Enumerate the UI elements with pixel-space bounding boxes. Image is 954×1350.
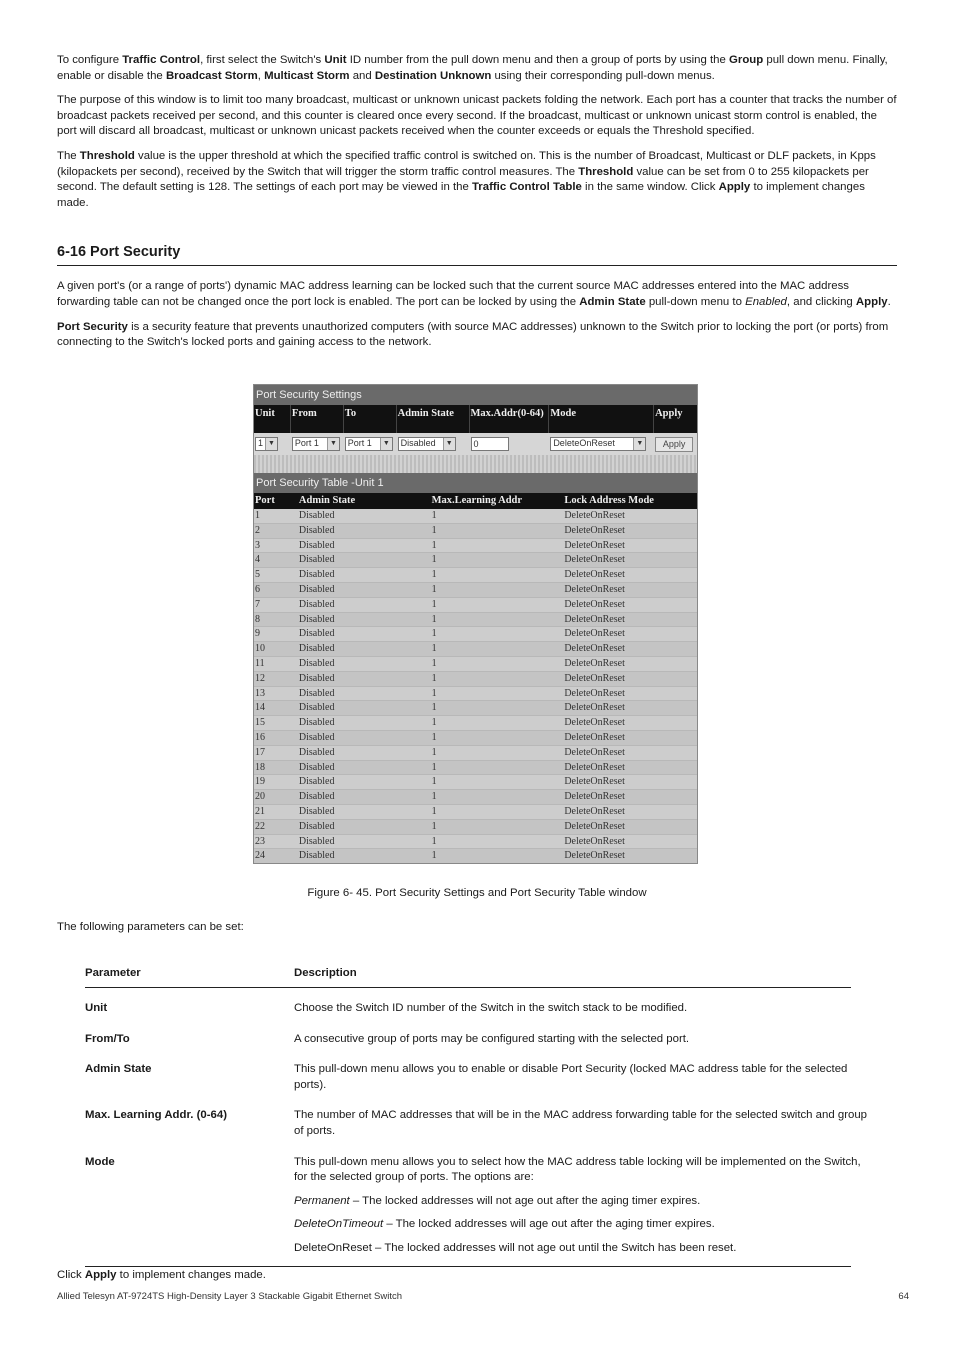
port-cell: 10 — [255, 643, 265, 655]
port-cell: 4 — [255, 554, 260, 566]
max-learning-cell: 1 — [431, 539, 437, 551]
admin-state-select-value: Disabled — [400, 438, 436, 449]
parameter-name: From/To — [85, 1032, 130, 1045]
header-from: From — [291, 405, 344, 433]
lock-mode-cell: DeleteOnReset — [564, 539, 625, 551]
text-run: is a security feature that prevents unauthorized computers (with source MAC addresses) unknown to the Switch prior to locking the port (or ports) from connecting to the Switch's locked ports and gaining access to the network. — [57, 320, 889, 349]
admin-state-cell: Disabled — [298, 805, 335, 817]
text-run: to implement changes made. — [57, 181, 865, 209]
max-learning-cell: 1 — [431, 554, 437, 566]
lock-mode-cell: DeleteOnReset — [564, 791, 625, 803]
admin-state-cell: Disabled — [298, 746, 335, 758]
text-run: pull down menu. Finally, enable or disable the — [57, 54, 888, 82]
lock-mode-cell: DeleteOnReset — [564, 820, 625, 832]
text-run: , and clicking — [786, 295, 856, 308]
port-cell: 2 — [255, 524, 260, 536]
table-bottom-rule — [85, 1266, 851, 1267]
text-run: using their corresponding pull-down menus. — [491, 69, 715, 82]
max-learning-cell: 1 — [431, 702, 437, 714]
admin-state-cell: Disabled — [298, 569, 335, 581]
admin-state-cell: Disabled — [298, 761, 335, 773]
table-row — [254, 775, 697, 790]
parameter-row — [85, 1032, 872, 1056]
text-run: Destination Unknown — [374, 69, 492, 82]
lock-mode-cell: DeleteOnReset — [564, 510, 625, 521]
text-run: A given port's (or a range of ports') dynamic MAC address learning can be locked such that the current source MAC addresses entered into the MAC address forwarding table can not be changed once the port lock is enabled. The port can be locked by using the — [57, 280, 849, 308]
text-run: To configure — [57, 54, 123, 66]
max-addr-input[interactable]: 0 — [471, 437, 509, 451]
col-port: Port — [255, 495, 275, 506]
max-learning-cell: 1 — [431, 613, 437, 625]
header-to: To — [344, 405, 397, 433]
unit-select-value: 1 — [258, 438, 264, 449]
lock-mode-cell: DeleteOnReset — [564, 672, 625, 684]
lock-mode-cell: DeleteOnReset — [564, 761, 625, 773]
max-learning-cell: 1 — [431, 776, 437, 788]
admin-state-cell: Disabled — [298, 820, 335, 832]
chevron-down-icon: ▼ — [633, 438, 645, 450]
port-cell: 18 — [255, 761, 265, 773]
text-run: Click — [57, 1269, 85, 1281]
admin-state-cell: Disabled — [298, 731, 335, 743]
table-row — [254, 672, 697, 687]
port-cell: 16 — [255, 731, 265, 743]
text-run: in the same window. Click — [581, 181, 719, 194]
admin-state-cell: Disabled — [298, 598, 335, 610]
description-paragraph: The number of MAC addresses that will be in the MAC address forwarding table for the selected switch and group of ports. — [294, 1109, 867, 1137]
page-footer — [57, 1289, 909, 1305]
parameter-row — [85, 1108, 872, 1147]
max-learning-cell: 1 — [431, 583, 437, 595]
text-run: ID number from the pull down menu and then a group of ports by using the — [346, 54, 730, 66]
max-learning-cell: 1 — [431, 598, 437, 610]
table-row — [254, 568, 697, 583]
lock-mode-cell: DeleteOnReset — [564, 776, 625, 788]
admin-state-cell: Disabled — [298, 672, 335, 684]
table-row — [254, 539, 697, 554]
admin-state-cell: Disabled — [298, 613, 335, 625]
lock-mode-cell: DeleteOnReset — [564, 643, 625, 655]
port-cell: 22 — [255, 820, 265, 832]
max-learning-cell: 1 — [431, 791, 437, 803]
parameter-table — [85, 966, 872, 1267]
lock-mode-cell: DeleteOnReset — [564, 805, 625, 817]
port-cell: 6 — [255, 583, 260, 595]
text-run: . — [887, 295, 891, 308]
text-run: Enabled — [745, 295, 787, 308]
description-paragraph — [294, 1194, 872, 1210]
to-select-value: Port 1 — [347, 438, 372, 449]
description-paragraph: This pull-down menu allows you to select how the MAC address table locking will be implemented on the Switch, for the selected group of ports. The options are: — [294, 1155, 861, 1184]
table-row — [254, 731, 697, 746]
max-learning-cell: 1 — [431, 672, 437, 684]
description-paragraph: This pull-down menu allows you to enable or disable Port Security (locked MAC address table for the selected ports). — [294, 1063, 848, 1091]
admin-state-cell: Disabled — [298, 850, 335, 862]
parameter-description — [294, 1032, 872, 1056]
parameter-name: Mode — [85, 1155, 115, 1168]
admin-state-cell: Disabled — [298, 643, 335, 655]
mode-select-value: DeleteOnReset — [553, 438, 615, 449]
params-intro: The following parameters can be set: — [57, 921, 244, 933]
table-row — [254, 642, 697, 657]
lock-mode-cell: DeleteOnReset — [564, 746, 625, 758]
parameter-row — [85, 1001, 872, 1025]
max-learning-cell: 1 — [431, 569, 437, 581]
port-cell: 20 — [255, 791, 265, 803]
col-admin-state: Admin State — [298, 495, 356, 506]
max-learning-cell: 1 — [431, 717, 437, 729]
port-cell: 7 — [255, 598, 260, 610]
max-learning-cell: 1 — [431, 687, 437, 699]
header-parameter: Parameter — [85, 967, 141, 979]
chevron-down-icon: ▼ — [380, 438, 392, 450]
table-row — [254, 524, 697, 539]
parameter-description — [294, 1155, 872, 1265]
chevron-down-icon: ▼ — [443, 438, 455, 450]
header-admin-state: Admin State — [397, 405, 470, 433]
max-learning-cell: 1 — [431, 746, 437, 758]
table-row — [254, 820, 697, 835]
header-apply: Apply — [655, 408, 683, 419]
port-cell: 1 — [255, 510, 260, 521]
lock-mode-cell: DeleteOnReset — [564, 554, 625, 566]
admin-state-cell: Disabled — [298, 554, 335, 566]
lock-mode-cell: DeleteOnReset — [564, 717, 625, 729]
admin-state-select[interactable] — [398, 437, 456, 451]
text-run: Apply — [84, 1269, 117, 1281]
table-row — [254, 613, 697, 628]
table-row — [254, 687, 697, 702]
table-header-row — [254, 493, 697, 509]
chevron-down-icon: ▼ — [327, 438, 339, 450]
port-cell: 13 — [255, 687, 265, 699]
header-mode: Mode — [549, 405, 654, 433]
table-row — [254, 701, 697, 716]
table-row — [254, 746, 697, 761]
text-run: Port Security — [57, 320, 128, 333]
text-run: pull-down menu to — [645, 295, 746, 308]
table-row — [254, 835, 697, 850]
max-learning-cell: 1 — [431, 643, 437, 655]
intro-paragraph-3 — [57, 149, 897, 211]
admin-state-cell: Disabled — [298, 687, 335, 699]
lock-mode-cell: DeleteOnReset — [564, 702, 625, 714]
col-lock-mode: Lock Address Mode — [564, 495, 654, 506]
mode-select[interactable] — [550, 437, 646, 451]
port-cell: 24 — [255, 850, 265, 862]
port-security-screenshot — [253, 384, 698, 864]
parameter-description — [294, 1108, 872, 1147]
table-row — [254, 716, 697, 731]
parameter-row — [85, 1062, 872, 1101]
intro-paragraph-2: The purpose of this window is to limit too many broadcast, multicast or unknown unicast packets folding the network. Each port has a counter that tracks the number of broadcast packets received per second, and this counter is cleared once every second. If the broadcast, multicast or unknown unicast storm control is enabled, the port will discard all broadcast, multicast or unknown unicast packets received when the counter exceeds or equals the Threshold specified. — [57, 94, 897, 138]
text-run: Admin State — [579, 295, 646, 308]
admin-state-cell: Disabled — [298, 776, 335, 788]
port-cell: 5 — [255, 569, 260, 581]
admin-state-cell: Disabled — [298, 702, 335, 714]
admin-state-cell: Disabled — [298, 583, 335, 595]
lock-mode-cell: DeleteOnReset — [564, 524, 625, 536]
footer-title: Allied Telesyn AT-9724TS High-Density Layer 3 Stackable Gigabit Ethernet Switch — [57, 1291, 402, 1302]
divider — [254, 455, 697, 473]
admin-state-cell: Disabled — [298, 539, 335, 551]
table-row — [254, 598, 697, 613]
port-cell: 15 — [255, 717, 265, 729]
parameter-row — [85, 1155, 872, 1265]
lock-mode-cell: DeleteOnReset — [564, 583, 625, 595]
text-run: Group — [729, 54, 764, 66]
apply-button[interactable]: Apply — [655, 437, 693, 452]
admin-state-cell: Disabled — [298, 524, 335, 536]
description-paragraph — [294, 1217, 872, 1233]
port-cell: 14 — [255, 702, 265, 714]
header-unit: Unit — [254, 405, 291, 433]
text-run: , — [257, 69, 265, 82]
text-run: value is the upper threshold at which the specified traffic control is switched on. This is the number of Broadcast, Multicast or DLF packets, in Kpps (kilopackets per second), received by the Switch that will trigger the storm traffic control measures. The — [57, 149, 876, 178]
text-run: – The locked addresses will not age out after the aging timer expires. — [349, 1194, 701, 1207]
admin-state-cell: Disabled — [298, 628, 335, 640]
parameter-description — [294, 1001, 872, 1025]
parameter-table-header — [85, 966, 851, 988]
lock-mode-cell: DeleteOnReset — [564, 613, 625, 625]
port-cell: 11 — [255, 657, 265, 669]
port-cell: 9 — [255, 628, 260, 640]
port-cell: 19 — [255, 776, 265, 788]
text-run: Apply — [718, 181, 751, 194]
chevron-down-icon: ▼ — [265, 438, 277, 450]
max-learning-cell: 1 — [431, 805, 437, 817]
table-row — [254, 761, 697, 776]
parameter-name: Unit — [85, 1002, 108, 1014]
settings-header-row — [254, 405, 697, 433]
max-learning-cell: 1 — [431, 510, 437, 521]
parameter-name: Admin State — [85, 1063, 152, 1076]
lock-mode-cell: DeleteOnReset — [564, 657, 625, 669]
text-run: Permanent — [294, 1194, 350, 1207]
port-cell: 12 — [255, 672, 265, 684]
lock-mode-cell: DeleteOnReset — [564, 687, 625, 699]
lock-mode-cell: DeleteOnReset — [564, 850, 625, 862]
text-run: value can be set from 0 to 255 kilopackets per second. The default setting is 128. The settings of each port may be viewed in the — [57, 165, 869, 194]
text-run: The — [57, 149, 80, 162]
port-security-table-body — [254, 509, 697, 864]
max-learning-cell: 1 — [431, 850, 437, 862]
section-title: 6-16 Port Security — [57, 243, 897, 266]
port-cell: 3 — [255, 539, 260, 551]
text-run: to implement changes made. — [116, 1269, 266, 1281]
admin-state-cell: Disabled — [298, 510, 335, 521]
lock-mode-cell: DeleteOnReset — [564, 835, 625, 847]
table-title-bar: Port Security Table -Unit 1 — [254, 473, 697, 493]
description-paragraph: A consecutive group of ports may be configured starting with the selected port. — [294, 1032, 690, 1045]
intro-paragraph-1 — [57, 53, 897, 84]
figure-caption: Figure 6- 45. Port Security Settings and Port Security Table window — [307, 887, 647, 899]
admin-state-cell: Disabled — [298, 657, 335, 669]
page-number: 64 — [898, 1291, 909, 1302]
header-max-addr: Max.Addr(0-64) — [470, 405, 550, 433]
table-row — [254, 627, 697, 642]
text-run: Traffic Control — [122, 54, 201, 66]
parameter-name: Max. Learning Addr. (0-64) — [85, 1109, 227, 1122]
text-run: Broadcast Storm — [165, 69, 258, 82]
text-run: Unit — [324, 54, 347, 66]
text-run: Threshold — [79, 149, 135, 162]
text-run: , first select the Switch's — [200, 54, 325, 66]
table-row — [254, 553, 697, 568]
unit-select[interactable] — [255, 437, 278, 451]
parameter-description — [294, 1062, 872, 1101]
description-paragraph — [294, 1241, 872, 1257]
table-row — [254, 509, 697, 524]
admin-state-cell: Disabled — [298, 835, 335, 847]
table-row — [254, 849, 697, 864]
text-run: DeleteOnTimeout — [294, 1218, 384, 1231]
lock-mode-cell: DeleteOnReset — [564, 628, 625, 640]
port-cell: 21 — [255, 805, 265, 817]
from-select-value: Port 1 — [294, 438, 319, 449]
admin-state-cell: Disabled — [298, 717, 335, 729]
max-learning-cell: 1 — [431, 820, 437, 832]
port-cell: 17 — [255, 746, 265, 758]
page-body — [57, 53, 897, 360]
max-learning-cell: 1 — [431, 524, 437, 536]
text-run: Multicast Storm — [264, 69, 350, 82]
description-paragraph: Choose the Switch ID number of the Switch in the switch stack to be modified. — [294, 1002, 688, 1014]
settings-title-bar: Port Security Settings — [254, 385, 697, 405]
text-run: Threshold — [578, 165, 634, 178]
max-learning-cell: 1 — [431, 761, 437, 773]
max-learning-cell: 1 — [431, 628, 437, 640]
admin-state-cell: Disabled — [298, 791, 335, 803]
from-select[interactable] — [292, 437, 340, 451]
text-run: Apply — [855, 295, 888, 308]
lock-mode-cell: DeleteOnReset — [564, 598, 625, 610]
max-learning-cell: 1 — [431, 731, 437, 743]
table-row — [254, 805, 697, 820]
table-row — [254, 790, 697, 805]
table-row — [254, 583, 697, 598]
section-paragraph-1 — [57, 279, 897, 310]
to-select[interactable] — [345, 437, 393, 451]
lock-mode-cell: DeleteOnReset — [564, 569, 625, 581]
header-description: Description — [294, 967, 357, 979]
text-run: – The locked addresses will age out after the aging timer expires. — [383, 1218, 715, 1231]
parameter-rows — [85, 988, 872, 1265]
max-learning-cell: 1 — [431, 835, 437, 847]
section-paragraph-2 — [57, 320, 897, 351]
lock-mode-cell: DeleteOnReset — [564, 731, 625, 743]
max-learning-cell: 1 — [431, 657, 437, 669]
port-cell: 23 — [255, 835, 265, 847]
port-cell: 8 — [255, 613, 260, 625]
settings-controls-row — [254, 433, 697, 455]
text-run: DeleteOnReset – The locked addresses will not age out until the Switch has been reset. — [294, 1241, 737, 1254]
table-row — [254, 657, 697, 672]
text-run: Traffic Control Table — [471, 181, 582, 194]
apply-note — [57, 1268, 266, 1284]
text-run: and — [349, 69, 375, 82]
col-max-learning: Max.Learning Addr — [431, 495, 523, 506]
